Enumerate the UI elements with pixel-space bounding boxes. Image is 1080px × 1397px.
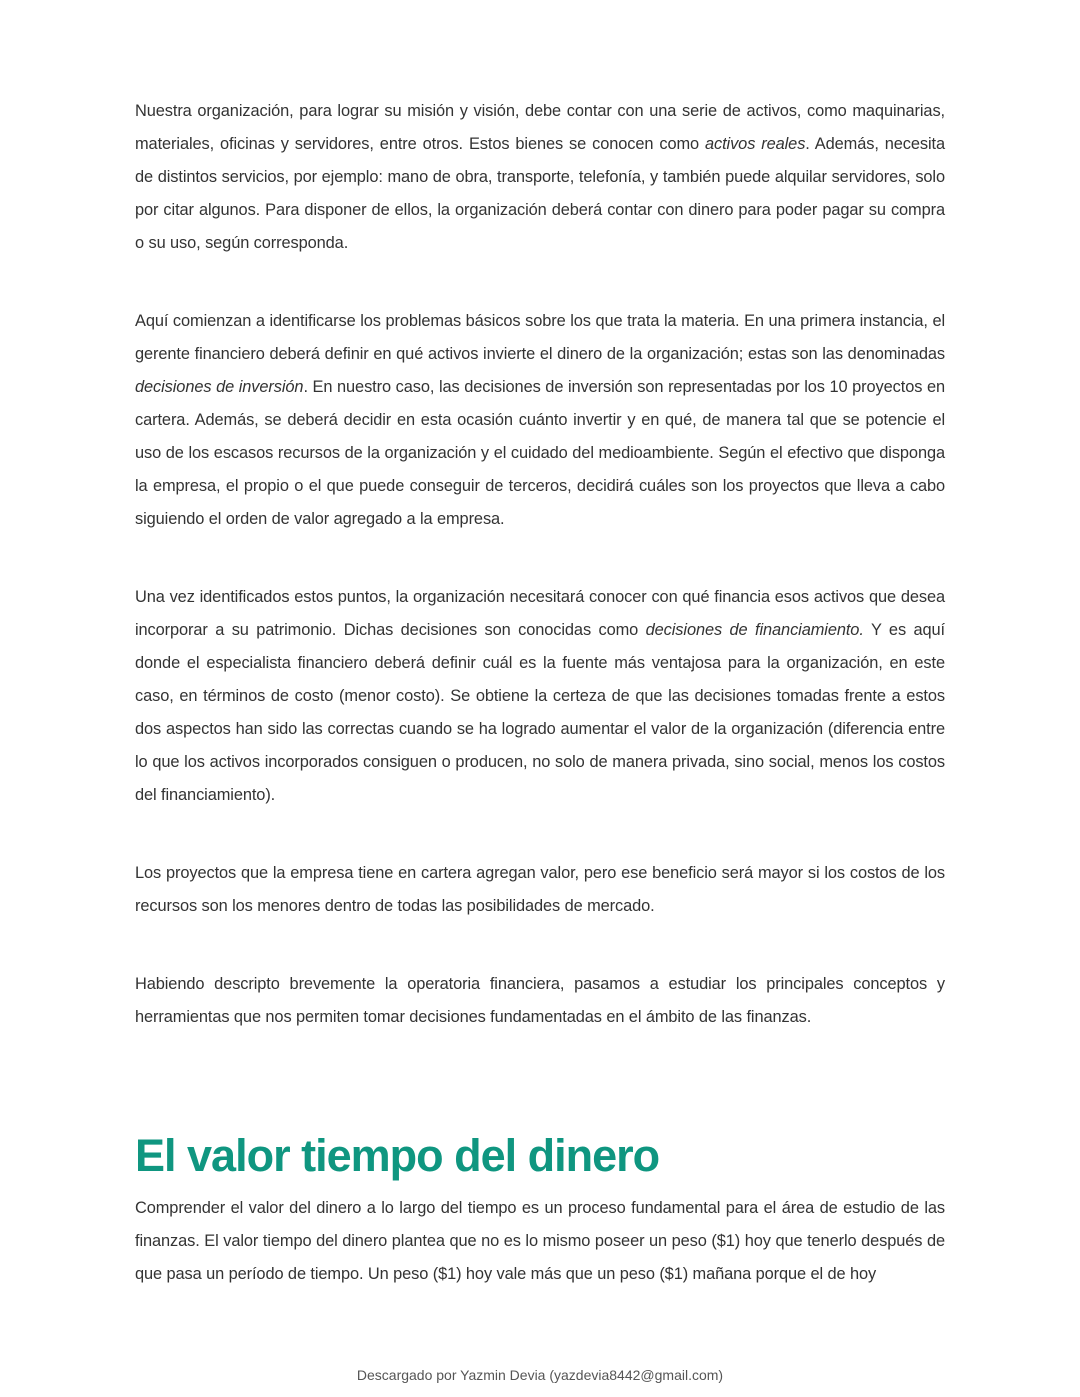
term-decisiones-financiamiento: decisiones de financiamiento.: [645, 621, 864, 639]
paragraph-proyectos-cartera: Los proyectos que la empresa tiene en cartera agregan valor, pero ese beneficio será mayor si los costos de los recursos son los menores dentro de todas las posibilidades de mercado.: [135, 864, 945, 915]
term-activos-reales: activos reales: [704, 135, 806, 153]
paragraph-operatoria: Habiendo descripto brevemente la operatoria financiera, pasamos a estudiar los principales conceptos y herramientas que nos permiten tomar decisiones fundamentadas en el ámbito de las finanzas.: [135, 975, 945, 1026]
paragraph-decisiones-inversion: Aquí comienzan a identificarse los problemas básicos sobre los que trata la materia. En una primera instancia, el gerente financiero deberá definir en qué activos invierte el dinero de la organización; estas son las denominadas decisiones de inversión. En nuestro caso, las decisiones de inversión son representadas por los 10 proyectos en cartera. Además, se deberá decidir en esta ocasión cuánto invertir y en qué, de manera tal que se potencie el uso de los escasos recursos de la organización y el cuidado del medioambiente. Según el efectivo que disponga la empresa, el propio o el que puede conseguir de terceros, decidirá cuáles son los proyectos que lleva a cabo siguiendo el orden de valor agregado a la empresa.: [135, 312, 945, 528]
section-heading: El valor tiempo del dinero: [135, 1130, 660, 1181]
term-decisiones-inversion: decisiones de inversión: [135, 378, 304, 396]
section-paragraph: Comprender el valor del dinero a lo largo del tiempo es un proceso fundamental para el área de estudio de las finanzas. El valor tiempo del dinero plantea que no es lo mismo poseer un peso ($1) hoy que tenerlo después de que pasa un período de tiempo. Un peso ($1) hoy vale más que un peso ($1) mañana porque el de hoy: [135, 1199, 945, 1283]
paragraph-decisiones-financiamiento: Una vez identificados estos puntos, la organización necesitará conocer con qué financia esos activos que desea incorporar a su patrimonio. Dichas decisiones son conocidas como decisiones de financiamiento. Y es aquí donde el especialista financiero deberá definir cuál es la fuente más ventajosa para la organización, en este caso, en términos de costo (menor costo). Se obtiene la certeza de que las decisiones tomadas frente a estos dos aspectos han sido las correctas cuando se ha logrado aumentar el valor de la organización (diferencia entre lo que los activos incorporados consiguen o producen, no solo de manera privada, sino social, menos los costos del financiamiento).: [135, 588, 945, 804]
download-footer: Descargado por Yazmin Devia (yazdevia8442@gmail.com): [356, 1367, 724, 1383]
document-body: [135, 95, 945, 1079]
paragraph-activos: Nuestra organización, para lograr su misión y visión, debe contar con una serie de activos, como maquinarias, materiales, oficinas y servidores, entre otros. Estos bienes se conocen como activos reales. Además, necesita de distintos servicios, por ejemplo: mano de obra, transporte, telefonía, y también puede alquilar servidores, solo por citar algunos. Para disponer de ellos, la organización deberá contar con dinero para poder pagar su compra o su uso, según corresponda.: [135, 102, 945, 252]
